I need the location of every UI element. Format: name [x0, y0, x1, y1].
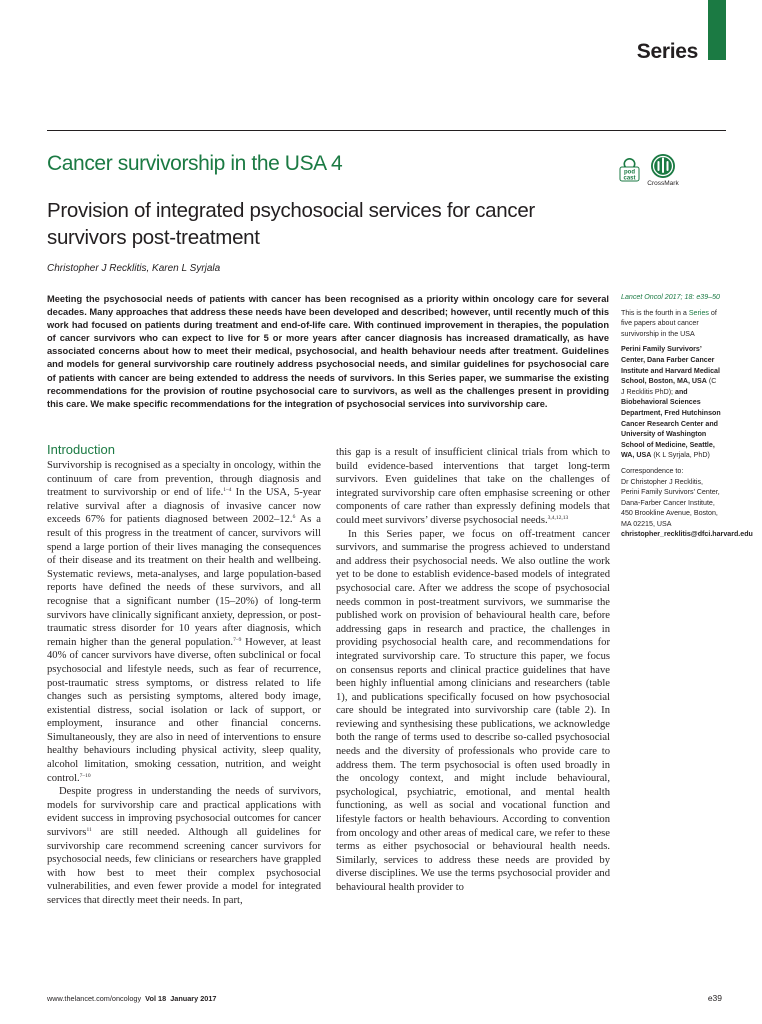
affiliations: Perini Family Survivors’ Center, Dana Farber Cancer Institute and Harvard Medical School, Boston, MA, USA (C J Recklitis PhD); and Biobehavioral Sciences Department, Fred Hutchinson Cancer Research Center and University of Washington School of Medicine, Seattle, WA, USA (K L Syrjala, PhD): [621, 345, 721, 460]
section-heading-introduction: Introduction: [47, 442, 115, 457]
page-number: e39: [707, 993, 722, 1003]
podcast-icon[interactable]: [619, 157, 640, 182]
header-rule: [47, 130, 726, 131]
paragraph: Despite progress in understanding the needs of survivors, models for survivorship care and practical applications with evident success in improving psychosocial outcomes for cancer survivors$^{11}$ are still needed. Although all guidelines for survivorship care recommend screening cancer survivors for psychosocial needs, few clinicians or researchers have grappled with how best to meet their complex psychosocial vulnerabilities, and even fewer provide a model for integrated services that directly meet their needs. In part,: [47, 786, 321, 906]
series-label: Series: [636, 40, 698, 63]
article-title: Provision of integrated psychosocial services for cancer survivors post-treatment: [47, 199, 535, 249]
article-authors: Christopher J Recklitis, Karen L Syrjala: [47, 263, 221, 274]
abstract: Meeting the psychosocial needs of patients with cancer has been recognised as a priority within oncology care for several decades. Many approaches that address these needs have been developed and described; however, until recently much of this work had focused on patients during treatment and end-of-life care. With continued improvement in therapies, the population of cancer survivors who can expect to live for 5 or more years after cancer diagnosis has increased dramatically, as have associated concerns about how to meet their medical, psychosocial, and health behaviour needs after treatment. Guidelines and models for general survivorship care routinely address psychosocial needs, and similar guidelines for psychosocial care of patients with cancer are being extended to address the needs of survivors. In this Series paper, we summarise the existing recommendations for the provision of routine psychosocial care to survivors, as well as the challenges present in providing this care. We make specific recommendations for the integration of psychosocial services into survivorship care.: [47, 294, 609, 409]
paragraph: this gap is a result of insufficient clinical trials from which to build evidence-based interventions that target long-term survivors. Even guidelines that take on the challenges of integrated survivorship care often emphasise screening or other components of care rather than expressly defining models that could meet survivors’ diverse psychosocial needs.$^{3,4,12,13}$: [336, 447, 610, 526]
series-kicker: Cancer survivorship in the USA 4: [47, 152, 343, 175]
paragraph: Survivorship is recognised as a specialty in oncology, within the continuum of care from prevention, through diagnosis and treatment to survivorship or end of life.$^{1-4}$ In the USA, 5-year relative survival after a diagnosis of invasive cancer now exceeds 67% for patients diagnosed between 2002–12.$^6$ As a result of this progress in the treatment of cancer, survivors will spend a large portion of their lives managing the consequences of their disease and its treatment on their health and wellbeing. Systematic reviews, meta-analyses, and large population-based reports have defined the needs of these survivors, and all recognise that a significant number (15–20%) of long-term survivors have clinically significant anxiety, depression, or post-traumatic stress disorder for 10 years after diagnosis, which remain higher than the general population.$^{7-9}$ However, at least 40% of cancer survivors have diverse, often subclinical or focal psychosocial and lifestyle needs, such as fear of recurrence, post-traumatic stress symptoms, or distress related to life changes such as persisting symptoms, altered body image, existential distress, social isolation or lack of support, or employment, insurance and other financial concerns. Simultaneously, they are also in need of interventions to ensure healthy behaviours including physical activity, sleep quality, alcohol limitation, smoking cessation, nutrition, and weight control.$^{7-10}$: [47, 460, 321, 784]
sidebar: [621, 292, 753, 545]
series-color-tab: [708, 0, 726, 60]
series-note: This is the fourth in a Series of five papers about cancer survivorship in the USA: [621, 308, 717, 338]
journal-url[interactable]: www.thelancet.com/oncology: [47, 994, 142, 1003]
correspondence: Correspondence to: Dr Christopher J Recklitis, Perini Family Survivors’ Center, Dana-Farber Cancer Institute, 450 Brookline Avenue, Boston, MA 02215, USA christopher_recklitis@dfci.harvard.edu: [621, 466, 753, 539]
footer-citation: www.thelancet.com/oncology Vol 18 January 2017: [47, 994, 217, 1003]
podcast-icon-text-2: cast: [623, 175, 636, 182]
correspondence-email[interactable]: christopher_recklitis@dfci.harvard.edu: [621, 530, 753, 539]
body-column-1: [47, 442, 321, 908]
citation: Lancet Oncol 2017; 18: e39–50: [621, 293, 720, 301]
crossmark-icon[interactable]: [646, 153, 680, 191]
podcast-icon-text-1: pod: [624, 169, 635, 176]
paragraph: In this Series paper, we focus on off-treatment cancer survivors, and summarise the progress achieved to understand and address their psychosocial needs. We also outline the work yet to be done to establish evidence-based models of integrated psychosocial care. After we address the scope of psychosocial needs common in post-treatment survivors, we summarise the published work on provision of behavioural health care, before addressing gaps in research and practice, the challenges in providing psychosocial health care, and recommendations for integrated survivorship care. To structure this paper, we focus on consensus reports and clinical practice guidelines that have been highly influential among clinicians and researchers (table 1), and publications specifically focused on how psychosocial care should be integrated into survivorship care (table 2). In reviewing and synthesising these publications, we acknowledge both the range of terms used to describe so-called psychosocial needs and the diversity of professionals who provide care to address them. The term psychosocial is often used broadly in the oncology context, and might include behavioural, psychological, psychiatric, emotional, and mental health functioning, as well as social and vocational function and lifestyle factors or health behaviours. According to convention from oncology and other areas of medical care, we refer to these terms as either psychosocial or behavioural health needs. Similarly, services to address these needs are provided by diverse disciplines. We use the terms psychosocial provider and behavioural health provider to: [336, 528, 610, 893]
series-link[interactable]: Series: [688, 308, 709, 317]
crossmark-label: CrossMark: [647, 180, 679, 187]
body-column-2: [336, 446, 610, 895]
